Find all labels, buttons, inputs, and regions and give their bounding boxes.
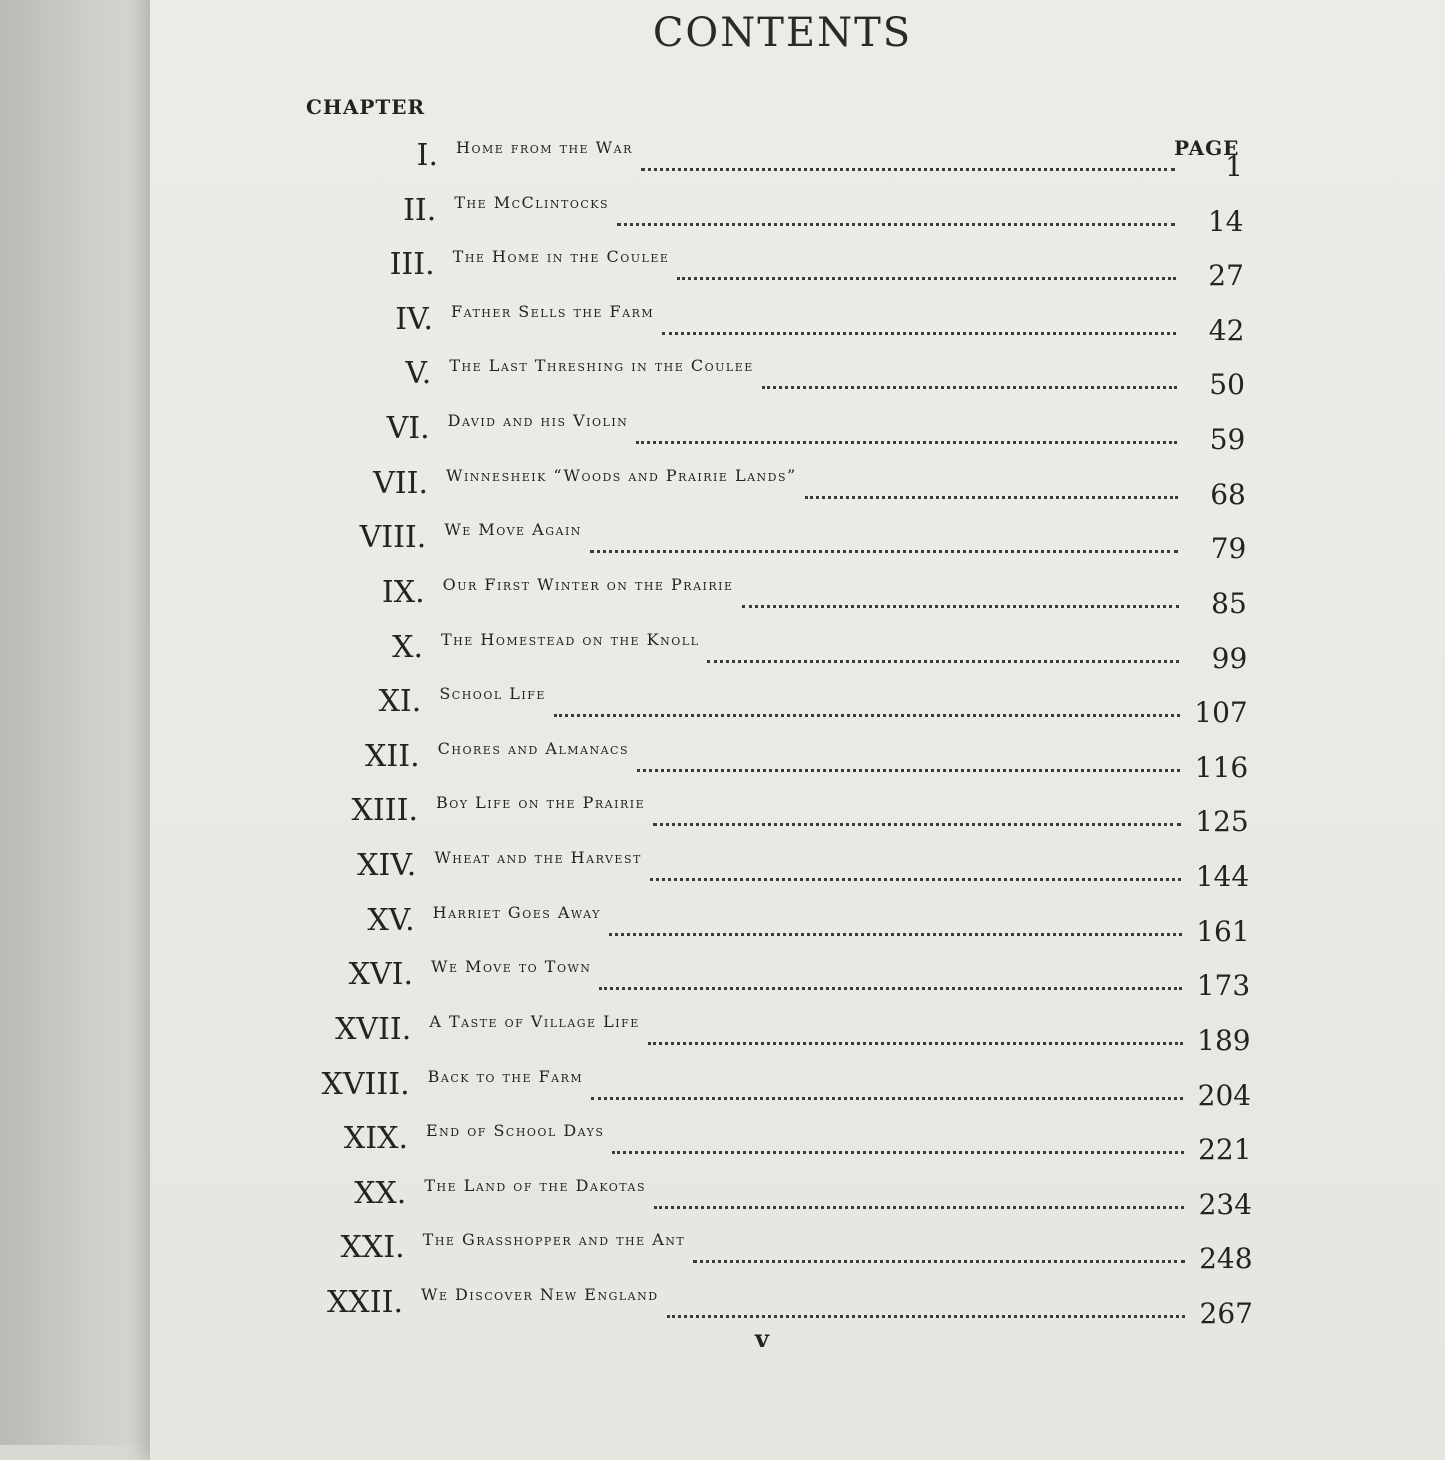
chapter-numeral: XII. (365, 738, 420, 774)
page-number: 204 (1197, 1078, 1252, 1112)
page-column-heading: PAGE (1174, 136, 1240, 160)
dot-leader (637, 769, 1180, 772)
chapter-numeral: XI. (378, 684, 422, 720)
chapter-numeral: XVII. (335, 1011, 412, 1047)
dot-leader (590, 550, 1178, 553)
chapter-numeral: XVI. (348, 957, 413, 993)
chapter-title: Boy Life on the Prairie (436, 793, 646, 813)
chapter-numeral: IV. (395, 301, 433, 337)
dot-leader (805, 496, 1178, 499)
page-title: CONTENTS (652, 10, 913, 56)
chapter-title: Harriet Goes Away (432, 902, 601, 922)
chapter-numeral: VII. (373, 465, 428, 501)
page-number: 59 (1209, 423, 1246, 457)
chapter-column-heading: CHAPTER (306, 95, 426, 119)
chapter-title: Back to the Farm (427, 1066, 584, 1086)
dot-leader (617, 223, 1175, 226)
chapter-numeral: XXII. (327, 1285, 403, 1320)
dot-leader (650, 878, 1181, 881)
page-number: 85 (1211, 586, 1247, 620)
dot-leader (693, 1260, 1184, 1263)
dot-leader (667, 1315, 1185, 1318)
dot-leader (591, 1097, 1183, 1100)
chapter-title: The Home in the Coulee (452, 247, 670, 267)
page-number: 42 (1208, 313, 1245, 347)
chapter-title: Home from the War (456, 138, 633, 157)
chapter-title: A Taste of Village Life (429, 1011, 640, 1031)
dot-leader (653, 823, 1181, 826)
chapter-numeral: XXI. (340, 1230, 405, 1266)
chapter-title: School Life (439, 684, 546, 704)
chapter-numeral: V. (405, 356, 432, 392)
chapter-numeral: IX. (381, 574, 425, 610)
chapter-numeral: XIV. (357, 848, 417, 884)
page-number: 267 (1199, 1297, 1253, 1330)
chapter-title: The Last Threshing in the Coulee (449, 356, 754, 376)
page-number: 1 (1225, 150, 1243, 183)
chapter-title: Our First Winter on the Prairie (442, 574, 734, 594)
dot-leader (612, 1151, 1183, 1154)
dot-leader (742, 605, 1179, 608)
page-number: 248 (1199, 1242, 1253, 1276)
page-number: 107 (1194, 696, 1248, 730)
page-number: 234 (1198, 1187, 1253, 1221)
dot-leader (641, 168, 1175, 171)
chapter-title: Father Sells the Farm (451, 301, 655, 321)
chapter-numeral: X. (392, 629, 423, 665)
dot-leader (707, 660, 1179, 663)
page-number: 125 (1195, 805, 1249, 839)
chapter-numeral: XX. (354, 1175, 407, 1211)
chapter-numeral: VIII. (359, 520, 427, 556)
chapter-title: Chores and Almanacs (437, 738, 630, 758)
page-number: 27 (1208, 259, 1244, 293)
chapter-numeral: VI. (386, 411, 430, 447)
dot-leader (654, 1206, 1184, 1209)
dot-leader (609, 933, 1182, 936)
chapter-title: The McClintocks (454, 192, 610, 212)
page-number: 189 (1197, 1023, 1251, 1057)
dot-leader (599, 987, 1182, 990)
chapter-title: The Grasshopper and the Ant (422, 1230, 686, 1250)
chapter-title: End of School Days (426, 1121, 605, 1141)
chapter-title: The Homestead on the Knoll (441, 629, 700, 649)
chapter-numeral: XVIII. (321, 1066, 410, 1102)
chapter-title: David and his Violin (447, 411, 629, 431)
chapter-title: We Discover New England (421, 1285, 659, 1304)
chapter-numeral: XV. (367, 902, 415, 938)
chapter-numeral: XIX. (343, 1121, 408, 1157)
dot-leader (677, 277, 1176, 280)
page-number: 50 (1209, 368, 1245, 402)
chapter-numeral: I. (416, 138, 438, 173)
page-number: 221 (1198, 1133, 1252, 1167)
page-number: 161 (1196, 914, 1250, 948)
page-folio: v (755, 1324, 769, 1353)
page-number: 79 (1210, 532, 1247, 566)
chapter-numeral: II. (403, 192, 437, 228)
dot-leader (554, 714, 1180, 717)
chapter-title: We Move to Town (431, 957, 592, 977)
chapter-numeral: III. (389, 247, 435, 283)
dot-leader (636, 441, 1177, 444)
page-number: 14 (1207, 204, 1244, 238)
chapter-title: Wheat and the Harvest (434, 848, 642, 868)
page-number: 99 (1211, 641, 1248, 675)
page-number: 144 (1195, 860, 1250, 894)
page-number: 116 (1194, 750, 1249, 784)
dot-leader (648, 1042, 1183, 1045)
dot-leader (762, 386, 1177, 389)
page-number: 173 (1196, 969, 1251, 1003)
chapter-title: The Land of the Dakotas (424, 1175, 647, 1195)
page-number: 68 (1210, 477, 1246, 511)
chapter-numeral: XIII. (351, 793, 418, 829)
chapter-title: Winnesheik “Woods and Prairie Lands” (446, 465, 797, 485)
chapter-title: We Move Again (444, 520, 582, 540)
dot-leader (662, 332, 1176, 335)
